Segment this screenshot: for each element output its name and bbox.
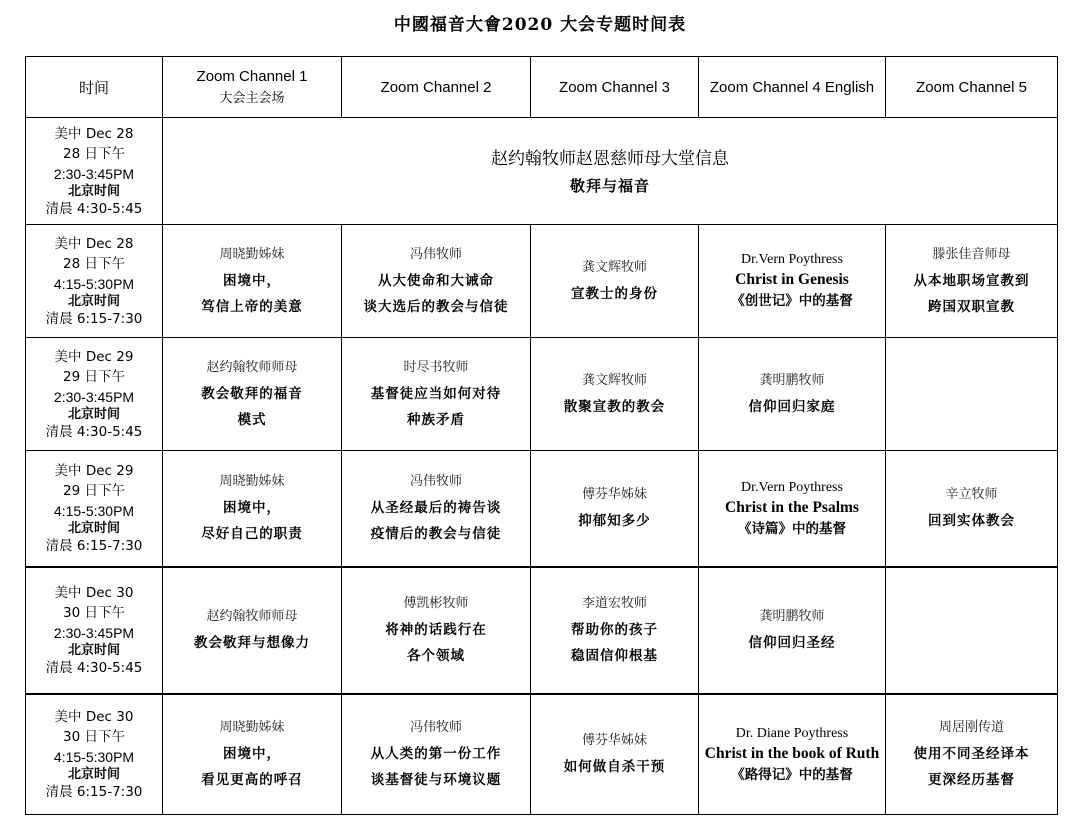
time-line: 清晨 6:15-7:30 bbox=[45, 310, 143, 327]
session-topic: 将神的话践行在 bbox=[385, 622, 487, 638]
header-channel-4: Zoom Channel 4 English bbox=[699, 57, 886, 118]
session-topic: 教会敬拜的福音 bbox=[201, 385, 303, 402]
header-channel-1-sub: 大会主会场 bbox=[219, 91, 285, 106]
table-row bbox=[26, 694, 1058, 815]
time-line: 2:30-3:45PM bbox=[53, 165, 135, 182]
time-line: 29 日下午 bbox=[63, 368, 125, 385]
time-cell bbox=[26, 118, 163, 225]
time-cell bbox=[26, 694, 163, 815]
session-speaker: 傅芬华姊妹 bbox=[581, 487, 647, 502]
session-cell bbox=[342, 694, 531, 815]
time-line: 北京时间 bbox=[67, 767, 120, 782]
time-line: 清晨 6:15-7:30 bbox=[45, 538, 143, 554]
time-cell bbox=[26, 451, 163, 568]
session-topic: 基督徒应当如何对待 bbox=[370, 385, 502, 402]
time-line: 2:30-3:45PM bbox=[53, 625, 135, 641]
session-speaker: 周居刚传道 bbox=[938, 720, 1004, 735]
session-topic-en: Christ in the Psalms bbox=[725, 498, 859, 516]
session-topic: 回到实体教会 bbox=[928, 513, 1015, 529]
session-speaker: Dr. Diane Poythress bbox=[735, 725, 849, 741]
session-cell bbox=[886, 451, 1058, 568]
session-topic: 模式 bbox=[237, 411, 267, 428]
session-topic: 《诗篇》中的基督 bbox=[738, 520, 846, 537]
session-cell bbox=[699, 694, 886, 815]
schedule-table bbox=[25, 56, 1058, 815]
time-line: 美中 Dec 30 bbox=[54, 585, 134, 601]
time-line: 30 日下午 bbox=[63, 729, 125, 745]
session-speaker: 傅凯彬牧师 bbox=[403, 596, 469, 611]
session-topic: 《创世记》中的基督 bbox=[731, 293, 853, 309]
session-cell bbox=[163, 338, 342, 451]
session-topic: 各个领域 bbox=[407, 648, 465, 664]
header-channel-1: Zoom Channel 1 大会主会场 bbox=[163, 57, 342, 118]
time-line: 美中 Dec 28 bbox=[54, 235, 134, 252]
table-row bbox=[26, 567, 1058, 694]
time-line: 美中 Dec 29 bbox=[54, 463, 134, 479]
session-topic: 种族矛盾 bbox=[407, 411, 465, 428]
time-line: 清晨 4:30-5:45 bbox=[45, 660, 143, 676]
session-speaker: 赵约翰牧师师母 bbox=[206, 609, 298, 624]
session-topic: 散聚宣教的教会 bbox=[563, 398, 666, 415]
session-cell bbox=[886, 694, 1058, 815]
time-line: 北京时间 bbox=[67, 183, 120, 199]
session-topic: 困境中， bbox=[223, 272, 281, 289]
session-topic: 《路得记》中的基督 bbox=[731, 766, 853, 783]
header-channel-3: Zoom Channel 3 bbox=[531, 57, 699, 118]
session-speaker: 周晓勤姊妹 bbox=[219, 246, 285, 262]
session-topic: 更深经历基督 bbox=[928, 772, 1015, 788]
plenary-topic: 敬拜与福音 bbox=[569, 176, 650, 195]
session-cell bbox=[699, 567, 886, 694]
session-cell bbox=[531, 451, 699, 568]
session-speaker: 冯伟牧师 bbox=[409, 474, 462, 489]
session-topic: 抑郁知多少 bbox=[578, 513, 651, 529]
session-speaker: Dr.Vern Poythress bbox=[741, 252, 843, 267]
session-topic: 信仰回归家庭 bbox=[748, 398, 836, 415]
session-cell bbox=[342, 451, 531, 568]
plenary-speaker: 赵约翰牧师赵恩慈师母大堂信息 bbox=[491, 148, 729, 169]
session-topic: 信仰回归圣经 bbox=[748, 635, 836, 651]
session-topic: 教会敬拜与想像力 bbox=[194, 635, 310, 651]
session-topic: 跨国双职宣教 bbox=[928, 298, 1015, 315]
session-speaker: 滕张佳音师母 bbox=[932, 246, 1011, 262]
time-line: 28 日下午 bbox=[63, 145, 125, 162]
session-cell bbox=[531, 567, 699, 694]
time-cell bbox=[26, 567, 163, 694]
session-topic: 从本地职场宣教到 bbox=[913, 272, 1030, 289]
page-title: 中國福音大會2020 大会专题时间表 bbox=[393, 15, 687, 35]
header-channel-5: Zoom Channel 5 bbox=[886, 57, 1058, 118]
session-cell bbox=[531, 338, 699, 451]
session-cell bbox=[163, 567, 342, 694]
time-cell bbox=[26, 225, 163, 338]
time-line: 清晨 4:30-5:45 bbox=[45, 200, 143, 217]
session-speaker: 龚明鹏牧师 bbox=[759, 372, 825, 388]
session-topic: 困境中， bbox=[223, 746, 281, 762]
session-speaker: 冯伟牧师 bbox=[409, 246, 462, 262]
time-line: 清晨 4:30-5:45 bbox=[45, 423, 143, 440]
session-speaker: 傅芬华姊妹 bbox=[581, 733, 647, 748]
time-line: 美中 Dec 28 bbox=[54, 125, 134, 142]
time-line: 29 日下午 bbox=[63, 483, 125, 499]
time-line: 28 日下午 bbox=[63, 255, 125, 272]
session-topic: 使用不同圣经译本 bbox=[913, 746, 1030, 762]
session-topic: 谈大选后的教会与信徒 bbox=[363, 298, 509, 315]
session-speaker: 辛立牧师 bbox=[945, 487, 998, 502]
session-topic: 尽好自己的职责 bbox=[201, 526, 303, 542]
session-topic: 如何做自杀干预 bbox=[563, 759, 666, 775]
session-topic: 宣教士的身份 bbox=[571, 285, 658, 302]
session-cell bbox=[886, 225, 1058, 338]
session-topic: 疫情后的教会与信徒 bbox=[370, 526, 502, 542]
time-line: 北京时间 bbox=[67, 293, 120, 309]
table-row bbox=[26, 118, 1058, 225]
session-topic: 从圣经最后的祷告谈 bbox=[370, 500, 502, 516]
plenary-cell bbox=[163, 118, 1058, 225]
session-topic: 谈基督徒与环境议题 bbox=[370, 772, 502, 788]
session-speaker: 龚文辉牧师 bbox=[581, 259, 647, 275]
session-topic: 从人类的第一份工作 bbox=[370, 746, 502, 762]
session-topic: 稳固信仰根基 bbox=[571, 648, 658, 664]
session-topic: 困境中， bbox=[223, 500, 281, 516]
session-speaker: 冯伟牧师 bbox=[409, 720, 462, 735]
session-cell bbox=[699, 451, 886, 568]
session-speaker: 龚明鹏牧师 bbox=[759, 609, 825, 624]
header-row bbox=[26, 57, 1058, 118]
session-cell bbox=[342, 338, 531, 451]
session-cell bbox=[886, 567, 1058, 694]
time-line: 北京时间 bbox=[67, 521, 120, 536]
time-line: 2:30-3:45PM bbox=[53, 388, 135, 405]
session-cell bbox=[531, 694, 699, 815]
session-topic: 帮助你的孩子 bbox=[571, 622, 658, 638]
header-time: 时间 bbox=[26, 57, 163, 118]
time-line: 30 日下午 bbox=[63, 605, 125, 621]
session-cell bbox=[163, 451, 342, 568]
session-cell bbox=[163, 225, 342, 338]
session-topic-en: Christ in the book of Ruth bbox=[704, 744, 880, 762]
table-row bbox=[26, 338, 1058, 451]
session-cell bbox=[886, 338, 1058, 451]
time-line: 4:15-5:30PM bbox=[53, 275, 135, 292]
time-line: 北京时间 bbox=[67, 406, 120, 422]
session-speaker: 时尽书牧师 bbox=[403, 359, 469, 375]
time-line: 美中 Dec 29 bbox=[54, 348, 134, 365]
session-speaker: 赵约翰牧师师母 bbox=[206, 359, 298, 375]
table-row bbox=[26, 225, 1058, 338]
time-cell bbox=[26, 338, 163, 451]
time-line: 4:15-5:30PM bbox=[53, 749, 135, 765]
table-row bbox=[26, 451, 1058, 568]
session-topic: 看见更高的呼召 bbox=[201, 772, 303, 788]
session-cell bbox=[342, 567, 531, 694]
session-topic-en: Christ in Genesis bbox=[735, 271, 849, 288]
session-cell bbox=[699, 225, 886, 338]
session-speaker: 周晓勤姊妹 bbox=[219, 474, 285, 489]
session-cell bbox=[699, 338, 886, 451]
session-cell bbox=[531, 225, 699, 338]
session-speaker: 龚文辉牧师 bbox=[581, 372, 647, 388]
time-line: 4:15-5:30PM bbox=[53, 503, 135, 519]
time-line: 北京时间 bbox=[67, 643, 120, 658]
time-line: 清晨 6:15-7:30 bbox=[45, 784, 143, 800]
time-line: 美中 Dec 30 bbox=[54, 709, 134, 725]
session-speaker: 李道宏牧师 bbox=[581, 596, 647, 611]
session-cell bbox=[163, 694, 342, 815]
session-cell bbox=[342, 225, 531, 338]
session-topic: 笃信上帝的美意 bbox=[201, 298, 303, 315]
session-speaker: Dr.Vern Poythress bbox=[741, 479, 843, 495]
session-topic: 从大使命和大诫命 bbox=[378, 272, 494, 289]
header-channel-2: Zoom Channel 2 bbox=[342, 57, 531, 118]
session-speaker: 周晓勤姊妹 bbox=[219, 720, 285, 735]
